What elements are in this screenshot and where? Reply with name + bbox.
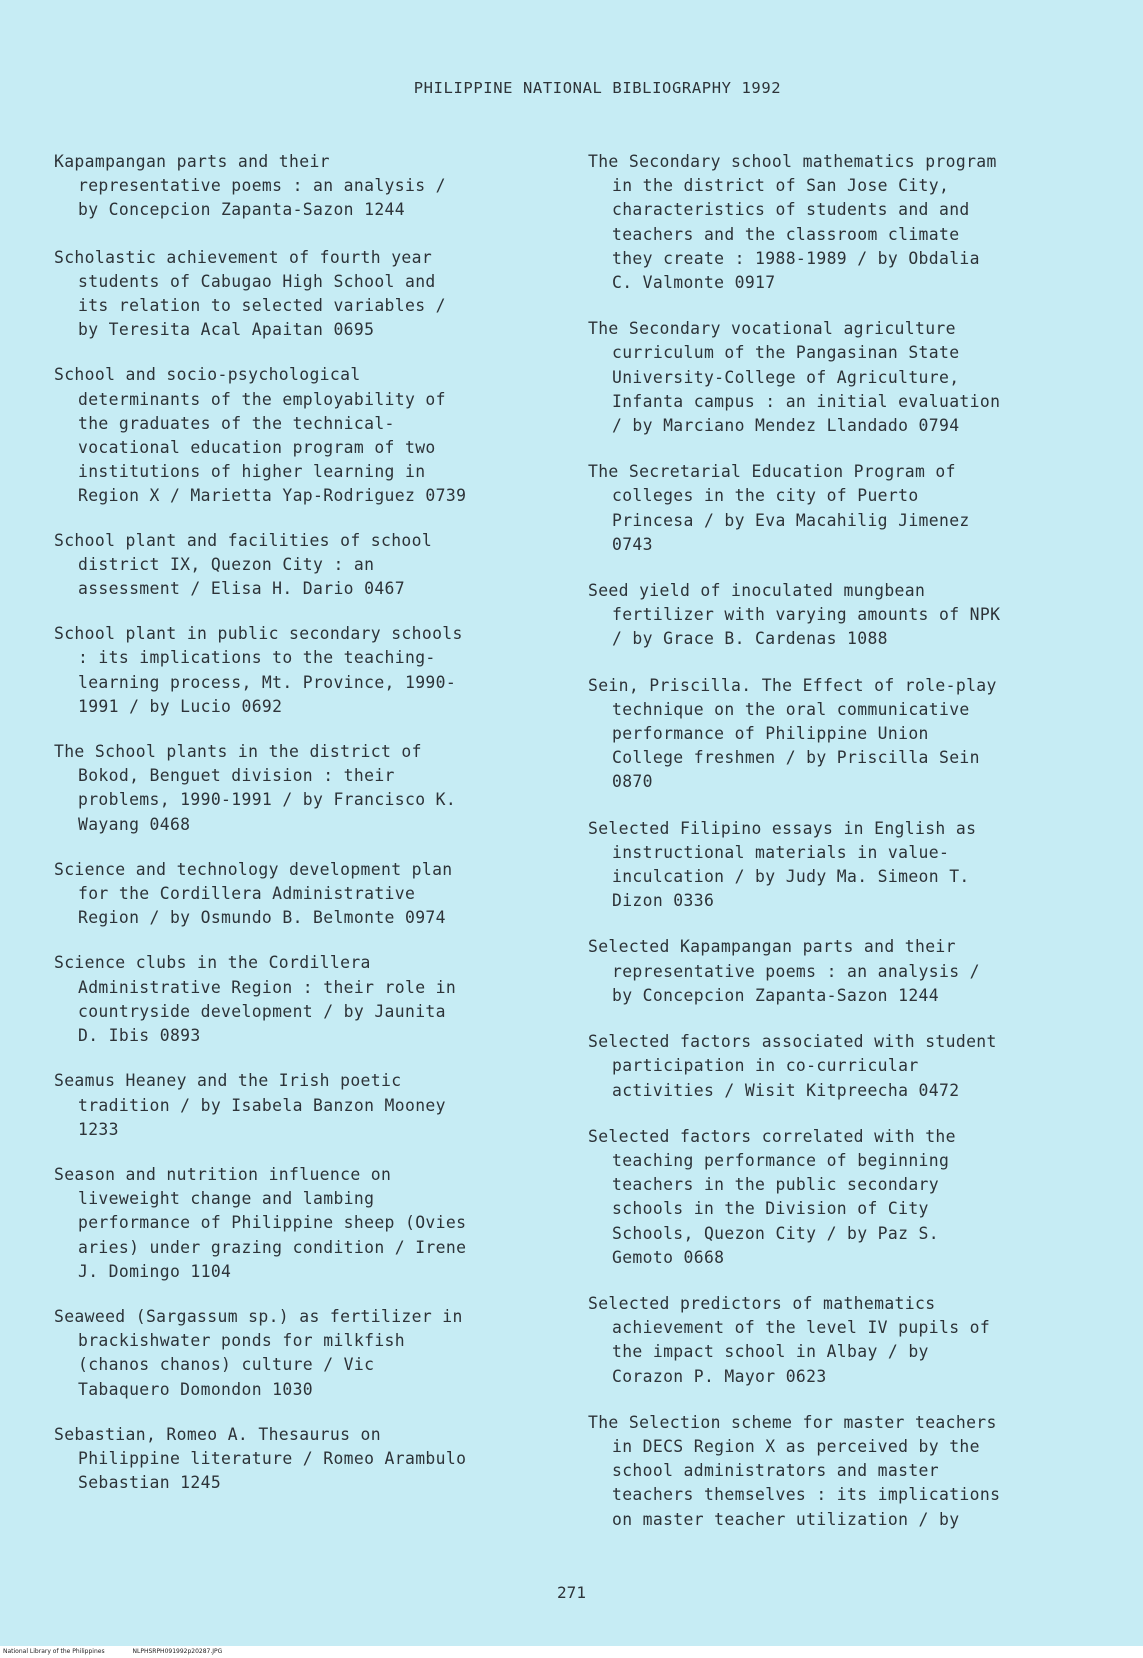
bibliography-entry: Scholastic achievement of fourth year students of Cabugao High School and its relation to selected variables / by Teresita Acal Apaitan 0695 [54,247,446,340]
footer-filename: NLPHSRPH091992p20287.JPG [132,1648,223,1655]
left-column [54,150,554,1495]
bibliography-entry: Selected factors correlated with the teaching performance of beginning teachers in the public secondary schools in the Division of City Schools, Quezon City / by Paz S. Gemoto 0668 [588,1126,956,1267]
bibliography-entry: Seamus Heaney and the Irish poetic tradition / by Isabela Banzon Mooney 1233 [54,1071,446,1139]
bibliography-entry: Seed yield of inoculated mungbean fertilizer with varying amounts of NPK / by Grace B. Cardenas 1088 [588,581,1001,649]
bibliography-entry: Science and technology development plan for the Cordillera Administrative Region / by Osmundo B. Belmonte 0974 [54,859,453,928]
bibliography-entry: The Selection scheme for master teachers in DECS Region X as perceived by the school administrators and master teachers themselves : its implications on master teacher utilization / by [588,1412,1001,1529]
bibliography-entry: Sebastian, Romeo A. Thesaurus on Philippine literature / Romeo Arambulo Sebastian 1245 [54,1424,467,1493]
bibliography-entry: Seaweed (Sargassum sp.) as fertilizer in brackishwater ponds for milkfish (chanos chanos) culture / Vic Tabaquero Domondon 1030 [54,1306,463,1399]
bibliography-entry: School and socio-psychological determinants of the employability of the graduates of the technical- vocational education program of two institutions of higher learning in Region X / Marietta Yap-Rodriguez 0739 [54,365,467,506]
bibliography-entry: Kapampangan parts and their representative poems : an analysis / by Concepcion Zapanta-Sazon 1244 [54,152,446,220]
bibliography-entry: Selected predictors of mathematics achievement of the level IV pupils of the impact school in Albay / by Corazon P. Mayor 0623 [588,1293,991,1386]
bibliography-entry: Selected factors associated with student participation in co-curricular activities / Wisit Kitpreecha 0472 [588,1032,997,1100]
bibliography-entry: Science clubs in the Cordillera Administrative Region : their role in countryside development / by Jaunita D. Ibis 0893 [54,953,457,1046]
bibliography-entry: The School plants in the district of Bokod, Benguet division : their problems, 1990-1991 / by Francisco K. Wayang 0468 [54,742,457,834]
bibliography-entry: School plant in public secondary schools : its implications to the teaching- learning process, Mt. Province, 1990- 1991 / by Lucio 0692 [54,624,463,716]
bibliography-entry: Sein, Priscilla. The Effect of role-play technique on the oral communicative performance of Philippine Union College freshmen / by Priscilla Sein 0870 [588,675,997,792]
scan-footer [0,1646,1143,1658]
page-number: 271 [557,1583,586,1602]
bibliography-entry: Selected Kapampangan parts and their representative poems : an analysis / by Concepcion Zapanta-Sazon 1244 [588,937,980,1005]
bibliography-entry: The Secondary school mathematics program in the district of San Jose City, characteristics of students and and teachers and the classroom climate they create : 1988-1989 / by Obdalia C. Valmonte 0917 [588,152,997,293]
right-column [588,150,1108,1532]
bibliography-entry: Season and nutrition influence on liveweight change and lambing performance of Philippine sheep (Ovies aries) under grazing condition / Irene J. Domingo 1104 [54,1164,467,1281]
footer-library: National Library of the Philippines [3,1648,105,1655]
bibliography-entry: Selected Filipino essays in English as instructional materials in value- inculcation / by Judy Ma. Simeon T. Dizon 0336 [588,818,977,911]
page-header: PHILIPPINE NATIONAL BIBLIOGRAPHY 1992 [413,79,782,97]
bibliography-entry: The Secondary vocational agriculture curriculum of the Pangasinan State University-College of Agriculture, Infanta campus : an initial evaluation / by Marciano Mendez Llandado 0794 [588,319,1001,436]
bibliography-entry: School plant and facilities of school district IX, Quezon City : an assessment / Elisa H. Dario 0467 [54,530,433,599]
bibliography-entry: The Secretarial Education Program of colleges in the city of Puerto Princesa / by Eva Macahilig Jimenez 0743 [588,462,970,554]
